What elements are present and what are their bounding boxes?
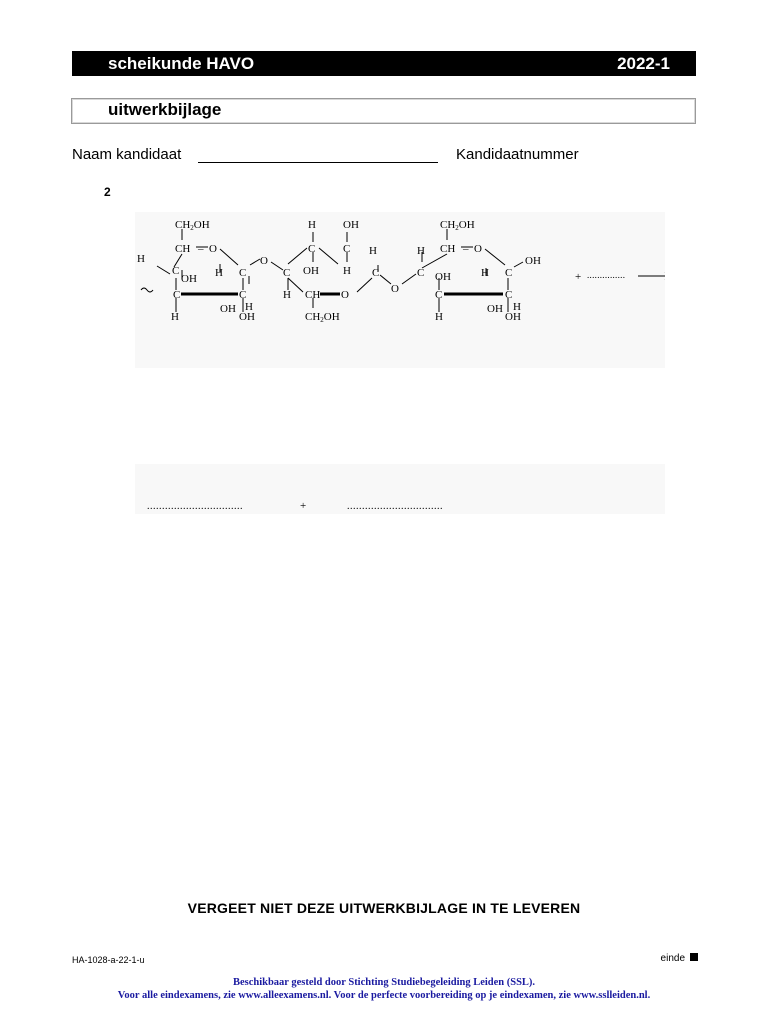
svg-text:CH: CH <box>440 243 456 255</box>
svg-text:OH: OH <box>303 265 319 277</box>
svg-text:OH: OH <box>343 219 359 231</box>
product-blank-right[interactable]: ................................ <box>347 501 443 512</box>
products-area <box>135 464 665 514</box>
end-label: einde <box>660 953 685 964</box>
candidate-name-line[interactable] <box>198 162 438 163</box>
footer <box>0 976 768 1002</box>
svg-text:C: C <box>343 243 351 255</box>
svg-text:CH: CH <box>175 243 191 255</box>
svg-text:OH: OH <box>525 255 541 267</box>
svg-text:OH: OH <box>487 303 503 315</box>
svg-text:C: C <box>283 267 291 279</box>
title-box <box>71 98 696 124</box>
svg-text:O: O <box>209 243 217 255</box>
svg-text:OH: OH <box>505 311 521 323</box>
svg-text:OH: OH <box>435 271 451 283</box>
svg-text:C: C <box>239 289 247 301</box>
svg-text:C: C <box>172 265 180 277</box>
products-plus: + <box>300 500 307 512</box>
svg-text:C: C <box>417 267 425 279</box>
svg-text:CH2OH: CH2OH <box>305 311 340 324</box>
svg-text:H: H <box>343 265 351 277</box>
svg-text:C: C <box>372 267 380 279</box>
svg-text:H: H <box>171 311 179 323</box>
svg-text:H: H <box>308 219 316 231</box>
question-number: 2 <box>104 185 111 199</box>
candidate-number-label: Kandidaatnummer <box>456 146 579 163</box>
subject-title: scheikunde HAVO <box>108 54 255 73</box>
svg-text:H: H <box>513 301 521 313</box>
svg-text:OH: OH <box>220 303 236 315</box>
svg-text:O: O <box>341 289 349 301</box>
starch-structure-diagram <box>135 212 665 368</box>
svg-text:CH2OH: CH2OH <box>175 219 210 232</box>
svg-text:C: C <box>173 289 181 301</box>
svg-text:H: H <box>369 245 377 257</box>
svg-text:H: H <box>481 267 489 279</box>
svg-text:O: O <box>260 255 268 267</box>
page-title: uitwerkbijlage <box>108 100 222 119</box>
svg-text:–: – <box>463 243 469 255</box>
candidate-name-label: Naam kandidaat <box>72 146 182 163</box>
svg-text:CH: CH <box>305 289 321 301</box>
svg-text:O: O <box>474 243 482 255</box>
svg-text:H: H <box>417 245 425 257</box>
svg-text:H: H <box>137 253 145 265</box>
footer-line-2: Voor alle eindexamens, zie www.alleexamens.nl. Voor de perfecte voorbereiding op je eindexamen, zie www.sslleiden.nl. <box>117 990 651 1001</box>
footer-line-1: Beschikbaar gesteld door Stichting Studiebegeleiding Leiden (SSL). <box>232 977 536 988</box>
svg-text:H: H <box>245 301 253 313</box>
svg-text:CH2OH: CH2OH <box>440 219 475 232</box>
svg-text:C: C <box>435 289 443 301</box>
svg-text:OH: OH <box>239 311 255 323</box>
reminder-text: VERGEET NIET DEZE UITWERKBIJLAGE IN TE LEVEREN <box>187 900 581 916</box>
exam-year: 2022-1 <box>617 54 670 73</box>
svg-text:H: H <box>283 289 291 301</box>
svg-text:C: C <box>308 243 316 255</box>
svg-text:C: C <box>505 289 513 301</box>
svg-text:H: H <box>435 311 443 323</box>
document-code: HA-1028-a-22-1-u <box>72 955 145 965</box>
reaction-plus: + <box>575 271 582 283</box>
svg-text:C: C <box>239 267 247 279</box>
svg-text:OH: OH <box>181 273 197 285</box>
product-blank-left[interactable]: ................................ <box>147 501 243 512</box>
end-marker <box>661 953 698 964</box>
svg-text:C: C <box>505 267 513 279</box>
svg-text:–: – <box>198 243 204 255</box>
end-square-icon <box>690 953 698 961</box>
header-bar <box>72 51 696 76</box>
svg-text:...............: ............... <box>587 270 626 280</box>
svg-text:H: H <box>215 267 223 279</box>
reaction-area <box>135 212 665 368</box>
svg-text:O: O <box>391 283 399 295</box>
